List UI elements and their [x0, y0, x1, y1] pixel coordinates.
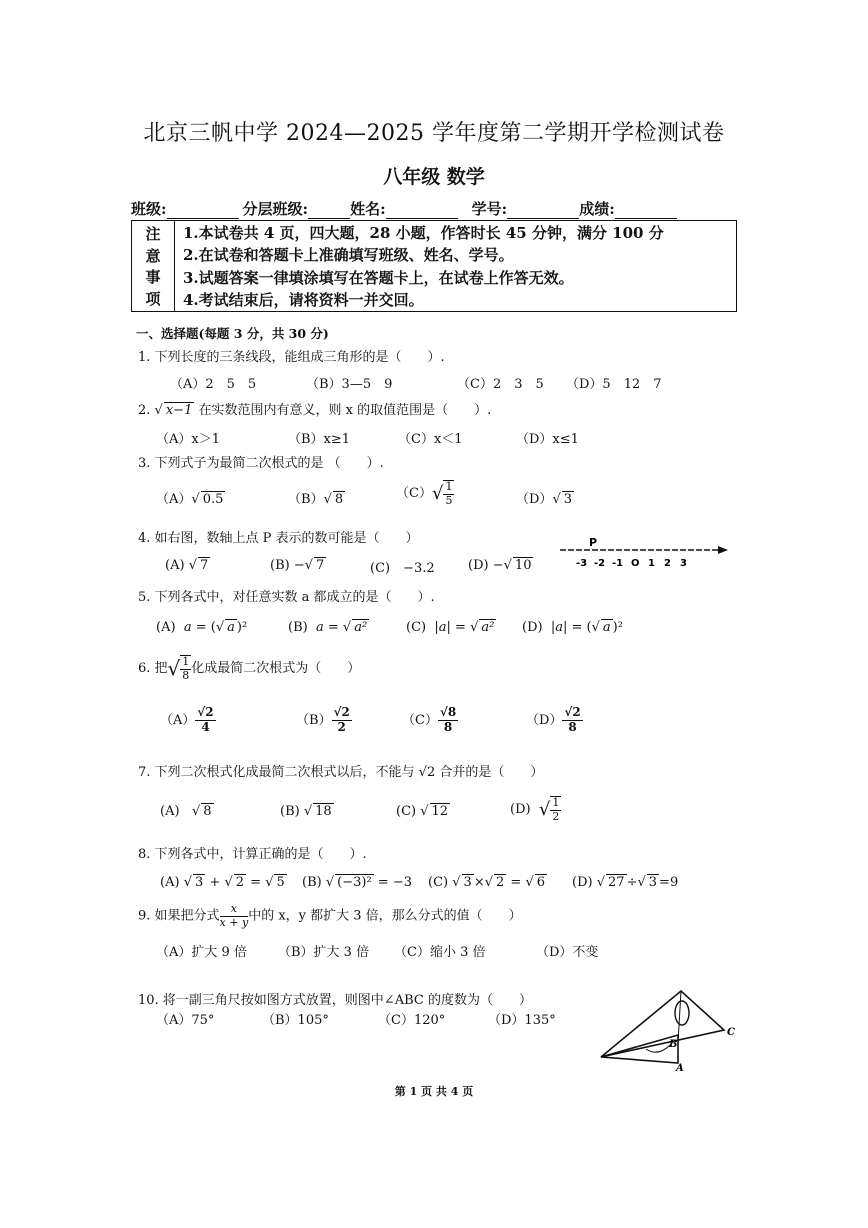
- ruler-hole: [675, 1001, 689, 1025]
- notice-item: 2.在试卷和答题卡上准确填写班级、姓名、学号。: [183, 246, 514, 265]
- q8-option-c[interactable]: (C) √ 3 ×√ 2 = √ 6: [428, 875, 546, 890]
- q1-option-d[interactable]: （D）5 12 7: [566, 377, 662, 392]
- triangle-rulers-figure: [596, 985, 746, 1075]
- q4-stem: 4. 如右图，数轴上点 P 表示的数可能是（ ）: [138, 531, 419, 546]
- q2-stem: 2. √ x−1 在实数范围内有意义，则 x 的取值范围是（ ）.: [138, 403, 492, 418]
- q8-option-d[interactable]: (D) √ 27 ÷√ 3 =9: [572, 875, 679, 890]
- label-b: B: [669, 1039, 678, 1050]
- page-footer: 第 1 页 共 4 页: [394, 1085, 474, 1098]
- q3-option-c[interactable]: （C）√ $\frac{1}{5}$: [396, 480, 453, 507]
- number-line-figure: [556, 535, 732, 575]
- q5-stem: 5. 下列各式中，对任意实数 a 都成立的是（ ）.: [138, 590, 435, 605]
- axis-tick-label: -3: [576, 558, 588, 569]
- score-label: 成绩:: [579, 200, 615, 218]
- axis-tick-label: 1: [648, 558, 655, 569]
- q4-option-c[interactable]: (C) −3.2: [370, 561, 435, 576]
- q3-option-b[interactable]: （B）√ 8: [288, 492, 344, 507]
- q3-option-a[interactable]: （A）√ 0.5: [156, 492, 224, 507]
- exam-subtitle: 八年级 数学: [383, 166, 485, 188]
- exam-title: 北京三帆中学 2024—2025 学年度第二学期开学检测试卷: [143, 121, 725, 146]
- notice-list: [175, 221, 664, 311]
- q10-option-c[interactable]: （C）120°: [378, 1013, 446, 1028]
- class-label: 班级:: [131, 200, 167, 218]
- tier-class-label: 分层班级:: [242, 200, 309, 218]
- q10-option-b[interactable]: （B）105°: [262, 1013, 329, 1028]
- section-heading: 一、选择题(每题 3 分，共 30 分): [136, 326, 329, 341]
- q5-option-d[interactable]: (D) |a| = (√ a )²: [522, 620, 623, 635]
- q9-option-d[interactable]: （D）不变: [536, 945, 599, 960]
- q7-option-d[interactable]: (D) √ $\frac{1}{2}$: [510, 796, 560, 823]
- name-blank[interactable]: [386, 202, 458, 219]
- q2-option-b[interactable]: （B）x≥1: [288, 432, 351, 447]
- q9-option-b[interactable]: （B）扩大 3 倍: [278, 945, 370, 960]
- axis-tick-label: -2: [594, 558, 606, 569]
- axis-arrow-icon: [718, 546, 728, 554]
- q5-option-c[interactable]: (C) |a| = √ a²: [406, 620, 495, 635]
- class-blank[interactable]: [167, 202, 239, 219]
- notice-item: 3.试题答案一律填涂填写在答题卡上，在试卷上作答无效。: [183, 268, 574, 287]
- axis-tick-label: O: [631, 558, 640, 569]
- q6-option-d[interactable]: （D） $\frac{√2}{8}$: [526, 705, 581, 734]
- tier-class-blank[interactable]: [308, 202, 350, 219]
- name-label: 姓名:: [350, 200, 386, 218]
- q2-option-d[interactable]: （D）x≤1: [516, 432, 579, 447]
- large-set-square: [601, 991, 724, 1057]
- q6-option-b[interactable]: （B） $\frac{√2}{2}$: [296, 705, 350, 734]
- q4-option-d[interactable]: (D) −√ 10: [468, 558, 532, 573]
- label-a: A: [676, 1063, 684, 1074]
- notice-item: 4.考试结束后，请将资料一并交回。: [183, 291, 424, 310]
- q9-option-c[interactable]: （C）缩小 3 倍: [394, 945, 486, 960]
- sqrt-expression: √ x−1: [154, 403, 193, 418]
- notice-side-label: 注 意 事 项: [132, 221, 175, 311]
- q3-option-d[interactable]: （D）√ 3: [516, 492, 573, 507]
- q7-stem: 7. 下列二次根式化成最简二次根式以后，不能与 √2 合并的是（ ）: [138, 765, 544, 780]
- axis-tick-label: 3: [680, 558, 687, 569]
- axis-tick-label: -1: [612, 558, 624, 569]
- ruler-edge: [678, 991, 681, 1043]
- label-c: C: [727, 1027, 735, 1038]
- q8-stem: 8. 下列各式中，计算正确的是（ ）.: [138, 847, 367, 862]
- q7-option-c[interactable]: (C) √ 12: [396, 804, 449, 819]
- q8-option-a[interactable]: (A) √ 3 + √ 2 = √ 5: [160, 875, 285, 890]
- q4-option-a[interactable]: (A) √ 7: [165, 558, 209, 573]
- q10-stem: 10. 将一副三角尺按如图方式放置，则图中∠ABC 的度数为（ ）: [138, 993, 532, 1008]
- q5-option-a[interactable]: (A) a = (√ a )²: [156, 620, 248, 635]
- q1-option-b[interactable]: （B）3—5 9: [306, 377, 393, 392]
- q1-stem: 1. 下列长度的三条线段，能组成三角形的是（ ）.: [138, 350, 445, 365]
- q1-option-c[interactable]: （C）2 3 5: [457, 377, 544, 392]
- student-id-label: 学号:: [471, 200, 508, 218]
- q2-option-c[interactable]: （C）x＜1: [398, 432, 463, 447]
- student-id-blank[interactable]: [507, 202, 579, 219]
- q6-option-a[interactable]: （A） $\frac{√2}{4}$: [160, 705, 214, 734]
- q8-option-b[interactable]: (B) √ (−3)² = −3: [302, 875, 412, 890]
- q7-option-b[interactable]: (B) √ 18: [280, 804, 332, 819]
- q9-option-a[interactable]: （A）扩大 9 倍: [156, 945, 247, 960]
- notice-item: 1.本试卷共 4 页，四大题，28 小题，作答时长 45 分钟，满分 100 分: [183, 223, 664, 242]
- q4-option-b[interactable]: (B) −√ 7: [270, 558, 325, 573]
- point-p-label: P: [589, 536, 598, 549]
- q2-option-a[interactable]: （A）x＞1: [156, 432, 220, 447]
- q3-stem: 3. 下列式子为最简二次根式的是 （ ）.: [138, 456, 384, 471]
- axis-tick-label: 2: [664, 558, 671, 569]
- student-info-row: [131, 198, 741, 219]
- q10-option-a[interactable]: （A）75°: [156, 1013, 215, 1028]
- q6-option-c[interactable]: （C） $\frac{√8}{8}$: [402, 705, 457, 734]
- q6-stem: 6. 把√ $\frac{1}{8}$ 化成最简二次根式为（ ）: [138, 655, 361, 682]
- notice-box: [131, 220, 737, 312]
- q5-option-b[interactable]: (B) a = √ a²: [288, 620, 368, 635]
- score-blank[interactable]: [615, 202, 677, 219]
- q1-option-a[interactable]: （A）2 5 5: [170, 377, 257, 392]
- q7-option-a[interactable]: (A) √ 8: [160, 804, 212, 819]
- q10-option-d[interactable]: （D）135°: [488, 1013, 556, 1028]
- q9-stem: 9. 如果把分式 $\frac{x}{x + y}$ 中的 x，y 都扩大 3 倍，那么分式的值（ ）: [138, 902, 522, 929]
